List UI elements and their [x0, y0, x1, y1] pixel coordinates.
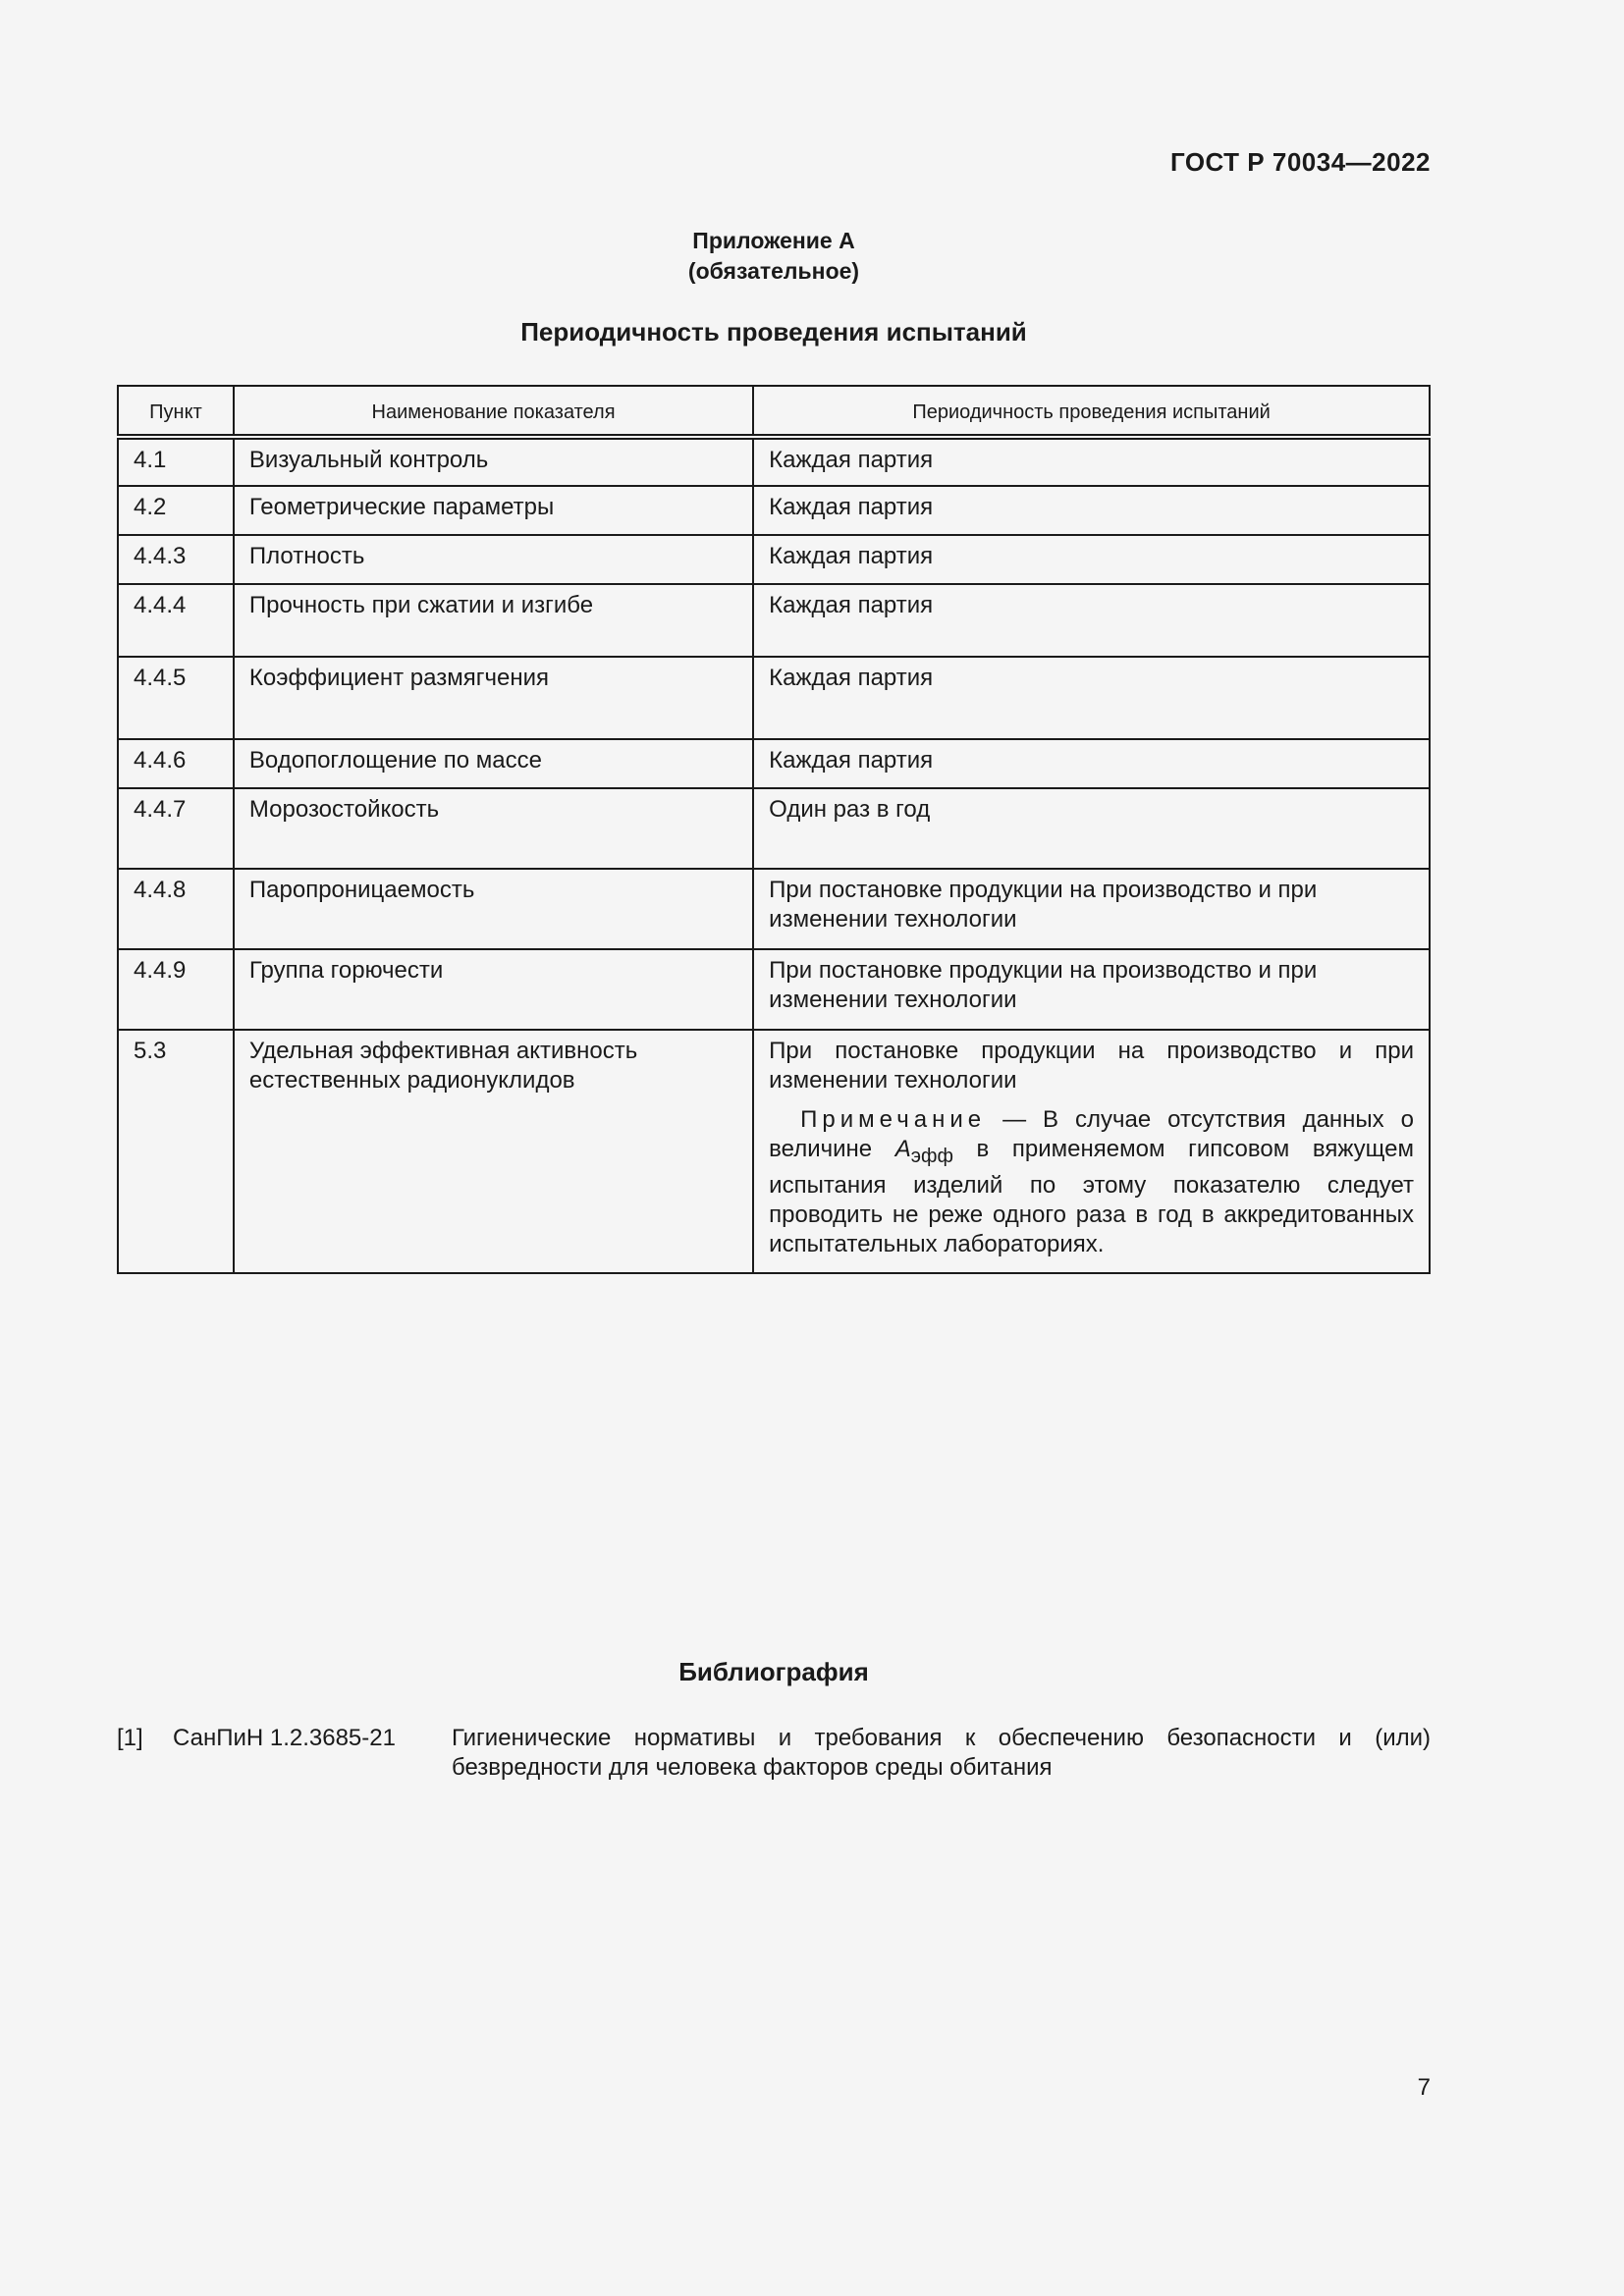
table-title: Периодичность проведения испытаний — [520, 317, 1027, 347]
appendix-heading — [0, 226, 1547, 287]
cell-item: 4.4.5 — [118, 657, 234, 739]
cell-name: Морозостойкость — [234, 788, 753, 869]
cell-period: При постановке продукции на производство и при изменении технологии — [753, 949, 1430, 1030]
table-note — [769, 1105, 1414, 1259]
bibliography-entry — [117, 1724, 1431, 1783]
note-text-before: — В случае отсутствия данных о величине — [769, 1106, 1414, 1162]
note-text-after: в применяемом гипсовом вяжущем испытания изделий по этому показателю следует проводить не реже одного раза в год в аккредитованных испытательных лабораториях. — [769, 1136, 1414, 1257]
cell-item: 4.4.9 — [118, 949, 234, 1030]
cell-period: Каждая партия — [753, 486, 1430, 535]
cell-name: Геометрические параметры — [234, 486, 753, 535]
cell-item: 4.2 — [118, 486, 234, 535]
table-row — [118, 486, 1430, 535]
cell-name: Плотность — [234, 535, 753, 584]
appendix-subtitle: (обязательное) — [687, 258, 860, 284]
cell-period: Каждая партия — [753, 657, 1430, 739]
table-row — [118, 739, 1430, 788]
cell-name: Группа горючести — [234, 949, 753, 1030]
cell-period-with-note — [753, 1030, 1430, 1273]
bibliography-entry-code: СанПиН 1.2.3685-21 — [173, 1725, 396, 1751]
cell-period: При постановке продукции на производство и при изменении технологии — [753, 869, 1430, 949]
table-row — [118, 535, 1430, 584]
cell-period: Каждая партия — [753, 739, 1430, 788]
bibliography-title: Библиография — [678, 1657, 869, 1686]
table-row — [118, 1030, 1430, 1273]
table-header-row — [118, 386, 1430, 437]
cell-item: 4.1 — [118, 437, 234, 486]
cell-item: 4.4.4 — [118, 584, 234, 657]
note-label: Примечание — [800, 1106, 987, 1133]
cell-period: Каждая партия — [753, 437, 1430, 486]
bibliography-entry-text: Гигиенические нормативы и требования к обеспечению безопасности и (или) безвредности для человека факторов среды обитания — [452, 1725, 1431, 1781]
column-header-period: Периодичность проведения испытаний — [753, 386, 1430, 437]
cell-name: Прочность при сжатии и изгибе — [234, 584, 753, 657]
cell-name: Коэффициент размягчения — [234, 657, 753, 739]
cell-period: При постановке продукции на производство и при изменении технологии — [769, 1038, 1414, 1094]
note-symbol: A — [894, 1136, 911, 1162]
column-header-item: Пункт — [118, 386, 234, 437]
cell-name: Водопоглощение по массе — [234, 739, 753, 788]
cell-item: 4.4.3 — [118, 535, 234, 584]
document-code: ГОСТ Р 70034—2022 — [1169, 147, 1431, 177]
column-header-name: Наименование показателя — [234, 386, 753, 437]
table-row — [118, 788, 1430, 869]
cell-item: 5.3 — [118, 1030, 234, 1273]
bibliography-entry-number: [1] — [117, 1725, 143, 1751]
table-row — [118, 584, 1430, 657]
page-number: 7 — [1417, 2074, 1431, 2101]
cell-period: Каждая партия — [753, 535, 1430, 584]
cell-period: Один раз в год — [753, 788, 1430, 869]
cell-name: Визуальный контроль — [234, 437, 753, 486]
table-row — [118, 949, 1430, 1030]
cell-period: Каждая партия — [753, 584, 1430, 657]
appendix-title: Приложение А — [692, 228, 855, 253]
cell-item: 4.4.7 — [118, 788, 234, 869]
test-periodicity-table — [117, 385, 1431, 1274]
table-row — [118, 437, 1430, 486]
cell-item: 4.4.8 — [118, 869, 234, 949]
cell-name: Паропроницаемость — [234, 869, 753, 949]
table-row — [118, 657, 1430, 739]
cell-item: 4.4.6 — [118, 739, 234, 788]
cell-name: Удельная эффективная активность естественных радионуклидов — [234, 1030, 753, 1273]
table-row — [118, 869, 1430, 949]
note-subscript: эфф — [910, 1145, 953, 1167]
